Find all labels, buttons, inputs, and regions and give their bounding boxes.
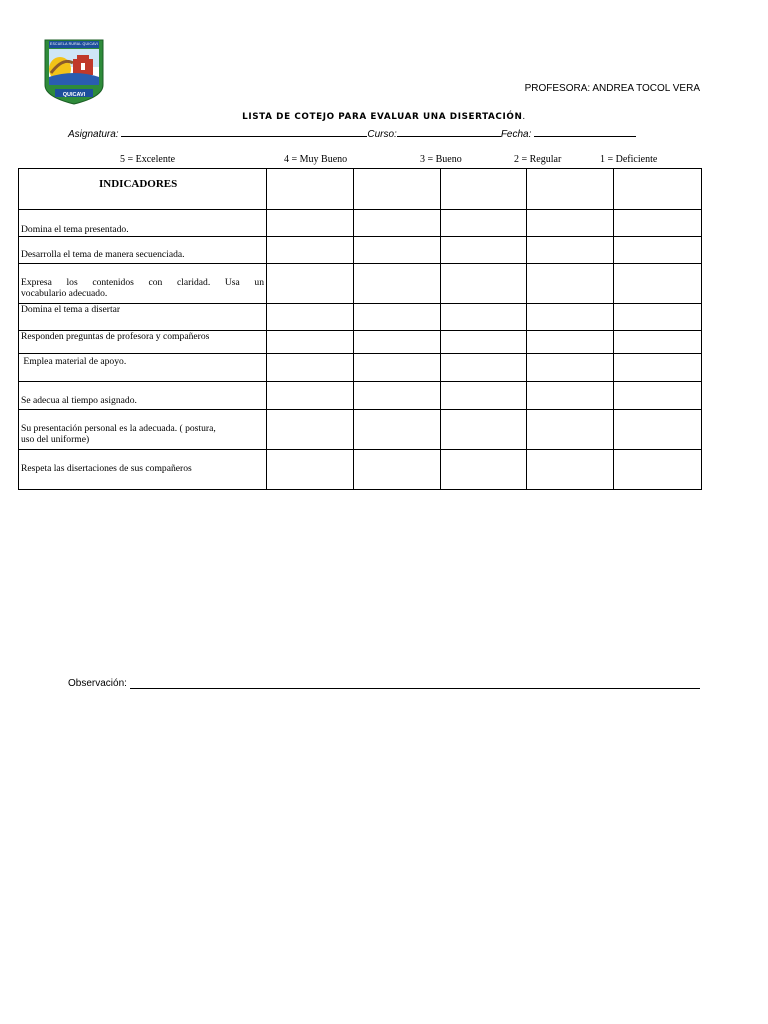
scale-item-4: 4 = Muy Bueno [284,154,348,165]
indicator-cell: Respeta las disertaciones de sus compañeros [19,450,267,490]
score-cell[interactable] [267,331,354,354]
score-cell[interactable] [441,264,527,304]
score-cell[interactable] [441,382,527,410]
indicator-cell: Responden preguntas de profesora y compañeros [19,331,267,354]
indicator-cell: Domina el tema presentado. [19,210,267,237]
table-row [19,450,702,490]
score-cell[interactable] [354,331,441,354]
observation-field[interactable] [130,678,700,689]
table-row [19,382,702,410]
score-cell[interactable] [614,304,702,331]
indicator-cell: Domina el tema a disertar [19,304,267,331]
indicator-text-line-2: vocabulario adecuado. [21,288,108,299]
score-cell[interactable] [614,331,702,354]
score-cell[interactable] [354,210,441,237]
title-text: LISTA DE COTEJO PARA EVALUAR UNA DISERTACIÓN [242,112,523,122]
score-header-cell [614,169,702,210]
subject-field[interactable] [121,127,367,137]
score-cell[interactable] [614,354,702,382]
score-cell[interactable] [527,331,614,354]
score-cell[interactable] [614,237,702,264]
logo-text: QUICAVI [62,92,86,98]
score-cell[interactable] [267,237,354,264]
score-header-cell [354,169,441,210]
checklist-table [18,168,702,490]
score-cell[interactable] [527,264,614,304]
score-cell[interactable] [267,450,354,490]
score-cell[interactable] [267,354,354,382]
score-cell[interactable] [267,304,354,331]
indicator-cell: Emplea material de apoyo. [19,354,267,382]
teacher-name: PROFESORA: ANDREA TOCOL VERA [524,83,700,94]
score-cell[interactable] [527,210,614,237]
indicator-text-line-2: uso del uniforme) [21,434,90,445]
score-cell[interactable] [527,354,614,382]
indicators-header: INDICADORES [19,169,267,210]
score-cell[interactable] [354,382,441,410]
date-field[interactable] [534,127,636,137]
score-cell[interactable] [527,382,614,410]
score-cell[interactable] [354,237,441,264]
title-period: . [522,112,526,122]
table-row [19,237,702,264]
indicator-text-line-1: Expresa los contenidos con claridad. Usa un [21,277,264,288]
score-cell[interactable] [267,264,354,304]
score-cell[interactable] [267,382,354,410]
score-cell[interactable] [527,304,614,331]
table-row [19,304,702,331]
score-cell[interactable] [614,264,702,304]
score-cell[interactable] [267,210,354,237]
school-logo [43,39,105,105]
score-cell[interactable] [614,382,702,410]
score-header-cell [527,169,614,210]
indicator-cell: Se adecua al tiempo asignado. [19,382,267,410]
logo-banner-text: ESCUELA RURAL QUICAVI [49,42,99,46]
score-cell[interactable] [354,264,441,304]
indicator-cell [19,264,267,304]
score-cell[interactable] [441,354,527,382]
document-title [0,112,768,122]
score-cell[interactable] [441,237,527,264]
indicator-cell: Desarrolla el tema de manera secuenciada. [19,237,267,264]
indicator-text-line-1: Su presentación personal es la adecuada. ( postura, [21,423,216,434]
score-cell[interactable] [614,410,702,450]
date-label: Fecha: [500,129,532,140]
observation-section [68,678,700,689]
score-cell[interactable] [267,410,354,450]
observation-label: Observación: [68,678,127,689]
score-cell[interactable] [354,304,441,331]
score-cell[interactable] [527,410,614,450]
table-row [19,331,702,354]
score-cell[interactable] [441,450,527,490]
scale-item-5: 5 = Excelente [120,154,176,165]
form-fields [68,127,636,140]
indicator-cell [19,410,267,450]
table-header-row [19,169,702,210]
score-cell[interactable] [354,450,441,490]
score-header-cell [267,169,354,210]
course-label: Curso: [367,129,397,140]
score-cell[interactable] [354,354,441,382]
table-row [19,354,702,382]
score-cell[interactable] [614,450,702,490]
course-field[interactable] [397,127,501,137]
scale-item-3: 3 = Bueno [420,154,462,165]
scale-item-2: 2 = Regular [514,154,562,165]
score-cell[interactable] [527,237,614,264]
score-cell[interactable] [527,450,614,490]
table-row [19,410,702,450]
score-cell[interactable] [441,304,527,331]
table-row [19,264,702,304]
score-cell[interactable] [354,410,441,450]
subject-label: Asignatura: [68,129,119,140]
score-cell[interactable] [614,210,702,237]
scale-item-1: 1 = Deficiente [600,154,658,165]
table-row [19,210,702,237]
score-cell[interactable] [441,331,527,354]
score-cell[interactable] [441,410,527,450]
score-cell[interactable] [441,210,527,237]
score-header-cell [441,169,527,210]
